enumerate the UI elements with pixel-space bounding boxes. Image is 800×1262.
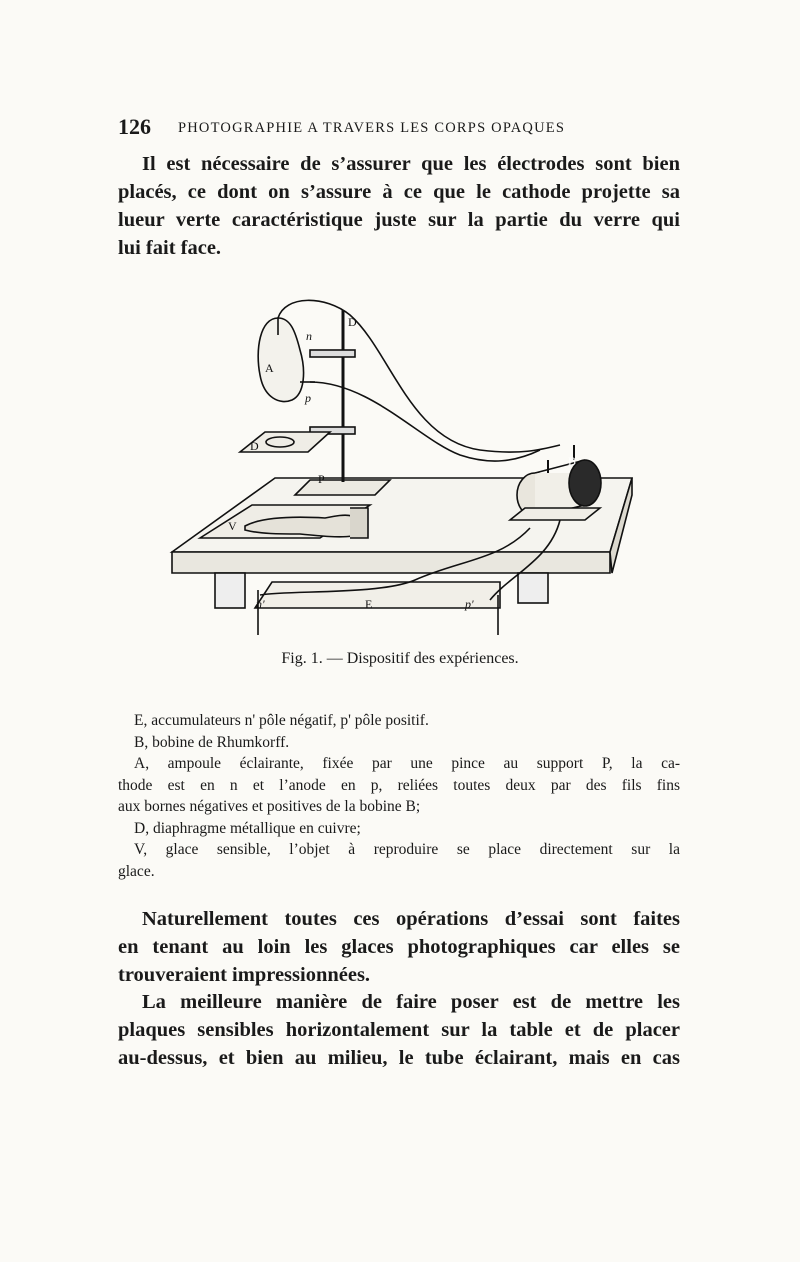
- text-line: au-dessus, et bien au milieu, le tube éclairant, mais en cas: [118, 1047, 680, 1069]
- label-A: A: [265, 361, 274, 375]
- text-line: lui fait face.: [118, 237, 222, 259]
- legend-line: thode est en n et l’anode en p, reliées toutes deux par des fils fins: [118, 776, 680, 794]
- label-V: V: [228, 519, 237, 533]
- label-p-prime: p': [465, 597, 474, 611]
- text-line: placés, ce dont on s’assure à ce que le cathode projette sa: [118, 181, 680, 203]
- text-line: plaques sensibles horizontalement sur la table et de placer: [118, 1019, 680, 1041]
- legend-line: D, diaphragme métallique en cuivre;: [134, 819, 361, 837]
- label-E: E: [365, 597, 373, 611]
- text-line: trouveraient impressionnées.: [118, 964, 371, 986]
- legend-line: A, ampoule éclairante, fixée par une pince au support P, la ca-: [134, 755, 680, 772]
- page-header: [118, 114, 688, 144]
- figure-legend: [118, 710, 680, 882]
- paragraph-electrodes: [118, 150, 680, 262]
- apparatus-illustration: [160, 290, 650, 635]
- legend-line: aux bornes négatives et positives de la bobine B;: [118, 798, 421, 815]
- text-line: lueur verte caractéristique juste sur la partie du verre qui: [118, 209, 680, 231]
- running-title: PHOTOGRAPHIE A TRAVERS LES CORPS OPAQUES: [178, 120, 566, 136]
- figure-number: Fig. 1.: [281, 650, 323, 667]
- legend-line: B, bobine de Rhumkorff.: [134, 733, 290, 751]
- page-number: 126: [118, 114, 151, 139]
- label-D-disk: D: [250, 439, 259, 453]
- text-line: Il est nécessaire de s’assurer que les électrodes sont bien: [142, 153, 680, 175]
- text-line: en tenant au loin les glaces photographiques car elles se: [118, 936, 680, 958]
- label-P: P: [318, 472, 325, 486]
- text-line: Naturellement toutes ces opérations d’essai sont faites: [142, 908, 680, 930]
- figure-caption-text: — Dispositif des expériences.: [326, 650, 519, 667]
- legend-line: E, accumulateurs n' pôle négatif, p' pôle positif.: [134, 712, 429, 729]
- text-line: La meilleure manière de faire poser est de mettre les: [142, 991, 680, 1013]
- paragraph-precautions: [118, 905, 680, 989]
- label-D-top: D: [348, 315, 357, 329]
- label-n: n: [306, 329, 312, 343]
- paragraph-posing: [118, 988, 680, 1072]
- legend-line: glace.: [118, 862, 155, 880]
- label-p: p: [305, 391, 311, 405]
- legend-line: V, glace sensible, l’objet à reproduire se place directement sur la: [134, 841, 680, 858]
- label-B: B: [568, 454, 577, 468]
- label-n-prime: n': [256, 597, 265, 611]
- figure-caption: [0, 650, 800, 668]
